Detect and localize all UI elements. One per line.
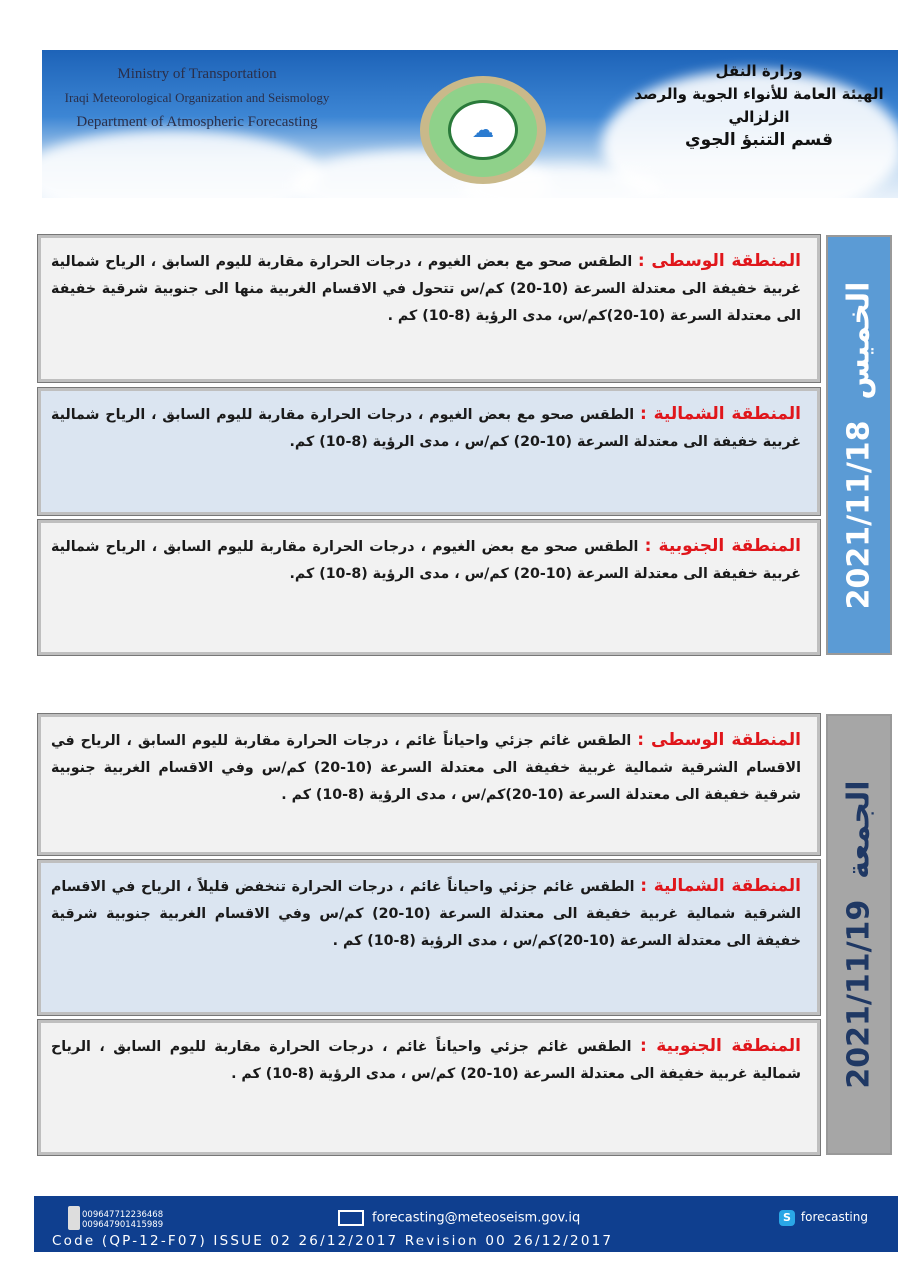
region-north xyxy=(38,388,820,515)
skype-icon: S xyxy=(779,1210,795,1226)
region-text: الطقس صحو مع بعض الغيوم ، درجات الحرارة مقاربة لليوم السابق ، الرياح شمالية غربية خفيفة الى معتدلة السرعة (10-20) كم/س ، مدى الرؤية (8-10) كم. xyxy=(51,407,801,450)
date: 2021/11/19 xyxy=(841,899,877,1089)
phone-icon xyxy=(68,1206,80,1230)
ministry-ar: وزارة النقل xyxy=(715,62,803,80)
region-label: المنطقة الجنوبية : xyxy=(644,536,801,556)
phone-numbers xyxy=(82,1210,163,1230)
region-text: الطقس صحو مع بعض الغيوم ، درجات الحرارة مقاربة لليوم السابق ، الرياح شمالية غربية خفيفة الى معتدلة السرعة (10-20) كم/س ، مدى الرؤية (8-10) كم. xyxy=(51,539,801,582)
region-text: الطقس صحو مع بعض الغيوم ، درجات الحرارة مقاربة لليوم السابق ، الرياح شمالية غربية خفيفة الى معتدلة السرعة (10-20) كم/س تتحول في الاقسام الغربية منها الى جنوبية شرقية خفيفة الى معتدلة السرعة (10-20)كم/س، مدى الرؤية (8-10) كم . xyxy=(51,254,801,324)
region-label: المنطقة الوسطى : xyxy=(637,251,801,271)
header-arabic xyxy=(634,60,884,152)
region-text: الطقس غائم جزئي واحياناً غائم ، درجات الحرارة تنخفض قليلاً ، الرياح في الاقسام الشرقية شمالية غربية خفيفة الى معتدلة السرعة (10-20) كم/س وفي الاقسام الغربية جنوبية شرقية خفيفة الى معتدلة السرعة (10-20)كم/س ، مدى الرؤية (8-10) كم . xyxy=(51,879,801,949)
email-text[interactable]: forecasting@meteoseism.gov.iq xyxy=(372,1210,581,1226)
date-column xyxy=(826,714,892,1155)
region-north xyxy=(38,860,820,1015)
region-label: المنطقة الشمالية : xyxy=(640,876,801,896)
header-banner xyxy=(42,50,898,198)
phone-2: 009647901415989 xyxy=(82,1220,164,1230)
organization-en: Iraqi Meteorological Organization and Seismology xyxy=(64,90,330,105)
region-central xyxy=(38,235,820,382)
skype xyxy=(779,1210,868,1226)
date-column xyxy=(826,235,892,655)
region-south xyxy=(38,520,820,655)
footer xyxy=(34,1196,898,1252)
phone-1: 009647712236468 xyxy=(82,1210,164,1220)
region-label: المنطقة الشمالية : xyxy=(640,404,801,424)
region-central xyxy=(38,714,820,855)
mail-icon xyxy=(338,1210,364,1226)
region-text: الطقس غائم جزئي واحياناً غائم ، درجات الحرارة مقاربة لليوم السابق ، الرياح شمالية غربية خفيفة الى معتدلة السرعة (10-20) كم/س ، مدى الرؤية (8-10) كم . xyxy=(51,1039,801,1082)
region-label: المنطقة الجنوبية : xyxy=(639,1036,801,1056)
weekday: الخميس xyxy=(841,281,877,400)
email[interactable] xyxy=(338,1210,580,1226)
organization-seal-logo: ☁ xyxy=(420,76,546,184)
region-text: الطقس غائم جزئي واحياناً غائم ، درجات الحرارة مقاربة لليوم السابق ، الرياح في الاقسام الشرقية شمالية غربية خفيفة الى معتدلة السرعة (10-20) كم/س وفي الاقسام الغربية جنوبية شرقية خفيفة الى معتدلة السرعة (10-20)كم/س ، مدى الرؤية (8-10) كم . xyxy=(51,733,801,803)
region-label: المنطقة الوسطى : xyxy=(637,730,801,750)
region-south xyxy=(38,1020,820,1155)
ministry-en: Ministry of Transportation xyxy=(117,66,277,82)
department-ar: قسم التنبؤ الجوي xyxy=(685,130,833,150)
skype-name: forecasting xyxy=(800,1210,868,1224)
department-en: Department of Atmospheric Forecasting xyxy=(76,114,318,130)
weekday: الجمعة xyxy=(841,780,877,879)
document-code: Code (QP-12-F07) ISSUE 02 26/12/2017 Revision 00 26/12/2017 xyxy=(52,1233,614,1249)
organization-ar: الهيئة العامة للأنواء الجوية والرصد الزلزالي xyxy=(634,85,884,126)
header-english xyxy=(52,62,342,134)
date: 2021/11/18 xyxy=(841,419,877,609)
